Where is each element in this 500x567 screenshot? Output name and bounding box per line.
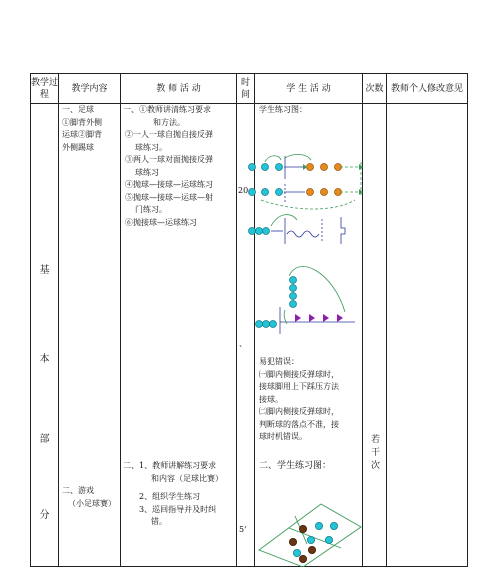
teacher-line: ③两人一球对面抛接反弹 [125, 155, 213, 164]
teacher-line: 球练习。 [135, 142, 167, 152]
header-time: 时间 [237, 74, 255, 104]
content-cell [59, 104, 121, 567]
team-brown [289, 525, 315, 562]
header-teacher: 教 师 活 动 [121, 74, 237, 104]
content-line: ①脚背外侧 [62, 117, 102, 127]
teacher-line: 3、巡回指导并及时纠 [139, 504, 217, 514]
field-diagram [255, 104, 363, 567]
teacher-section-2 [123, 460, 223, 529]
field-midline [289, 528, 341, 548]
student-title-2: 二、学生练习图： [259, 461, 332, 471]
header-content: 教学内容 [59, 74, 121, 104]
stage-char-2: 本 [39, 354, 50, 365]
student-cell [255, 104, 363, 567]
field-outline [259, 504, 361, 567]
content-game [62, 485, 116, 510]
teacher-line: 和内容（足球比赛） [151, 473, 223, 483]
student-title-1: 学生练习图： [259, 105, 307, 114]
lesson-plan-table [30, 73, 468, 567]
error-line: 接球。 [259, 394, 283, 404]
time-cell [237, 104, 255, 567]
times-char: 干 [371, 448, 381, 458]
times-cell [363, 104, 387, 567]
error-line: 判断球的落点不准，接 [259, 419, 339, 429]
stage-char-3: 部 [39, 434, 50, 445]
times-text [371, 434, 380, 473]
body-row [31, 104, 468, 567]
header-student: 学 生 活 动 [255, 74, 363, 104]
time-dot: 、 [239, 339, 247, 348]
teacher-line: 和方法。 [153, 117, 185, 127]
teacher-line: 一、①教师讲清练习要求 [123, 105, 211, 114]
content-line: 运球②脚背 [62, 130, 102, 139]
content-line: 二、游戏 [62, 486, 94, 495]
error-title: 易犯错误： [259, 357, 299, 366]
teacher-line: 错。 [151, 517, 167, 526]
stage-char-4: 分 [39, 510, 50, 521]
header-row [31, 74, 468, 104]
teacher-line: ②一人一球自抛自接反弹 [125, 130, 213, 139]
content-line: 一、足球 [62, 105, 94, 114]
teacher-line: ⑤抛球—接球—运球—射 [125, 192, 213, 202]
times-char: 若 [371, 435, 381, 445]
teacher-line: ④抛球—接球—运球练习 [125, 180, 213, 189]
teacher-line: ⑥抛接球—运球练习 [125, 217, 197, 227]
teacher-line: 2、组织学生练习 [139, 492, 201, 501]
content-line: （小足球赛） [68, 498, 116, 508]
time-value-1: 20 [238, 186, 249, 195]
content-line: 外侧踢球 [62, 142, 94, 152]
header-times: 次数 [363, 74, 387, 104]
header-notes: 教师个人修改意见 [387, 74, 468, 104]
content-football [62, 104, 102, 154]
teacher-cell [121, 104, 237, 567]
error-line: ㈡脚内侧接反弹球时， [259, 407, 339, 416]
teacher-line: 球练习 [135, 167, 159, 177]
header-stage: 教学过程 [31, 74, 59, 104]
stage-cell [31, 104, 59, 567]
teacher-line: 门练习。 [135, 205, 167, 214]
error-line: ㈠脚内侧接反弹球时， [259, 369, 339, 379]
teacher-line: 二、1、教师讲解练习要求 [123, 461, 217, 470]
stage-char-1: 基 [39, 265, 50, 276]
times-char: 次 [371, 461, 381, 471]
error-line: 接球脚用上下踩压方法 [259, 382, 339, 391]
notes-cell [387, 104, 468, 567]
error-line: 球时机错误。 [259, 432, 307, 441]
teacher-section-1 [123, 104, 213, 229]
time-value-2: 5' [239, 525, 247, 534]
